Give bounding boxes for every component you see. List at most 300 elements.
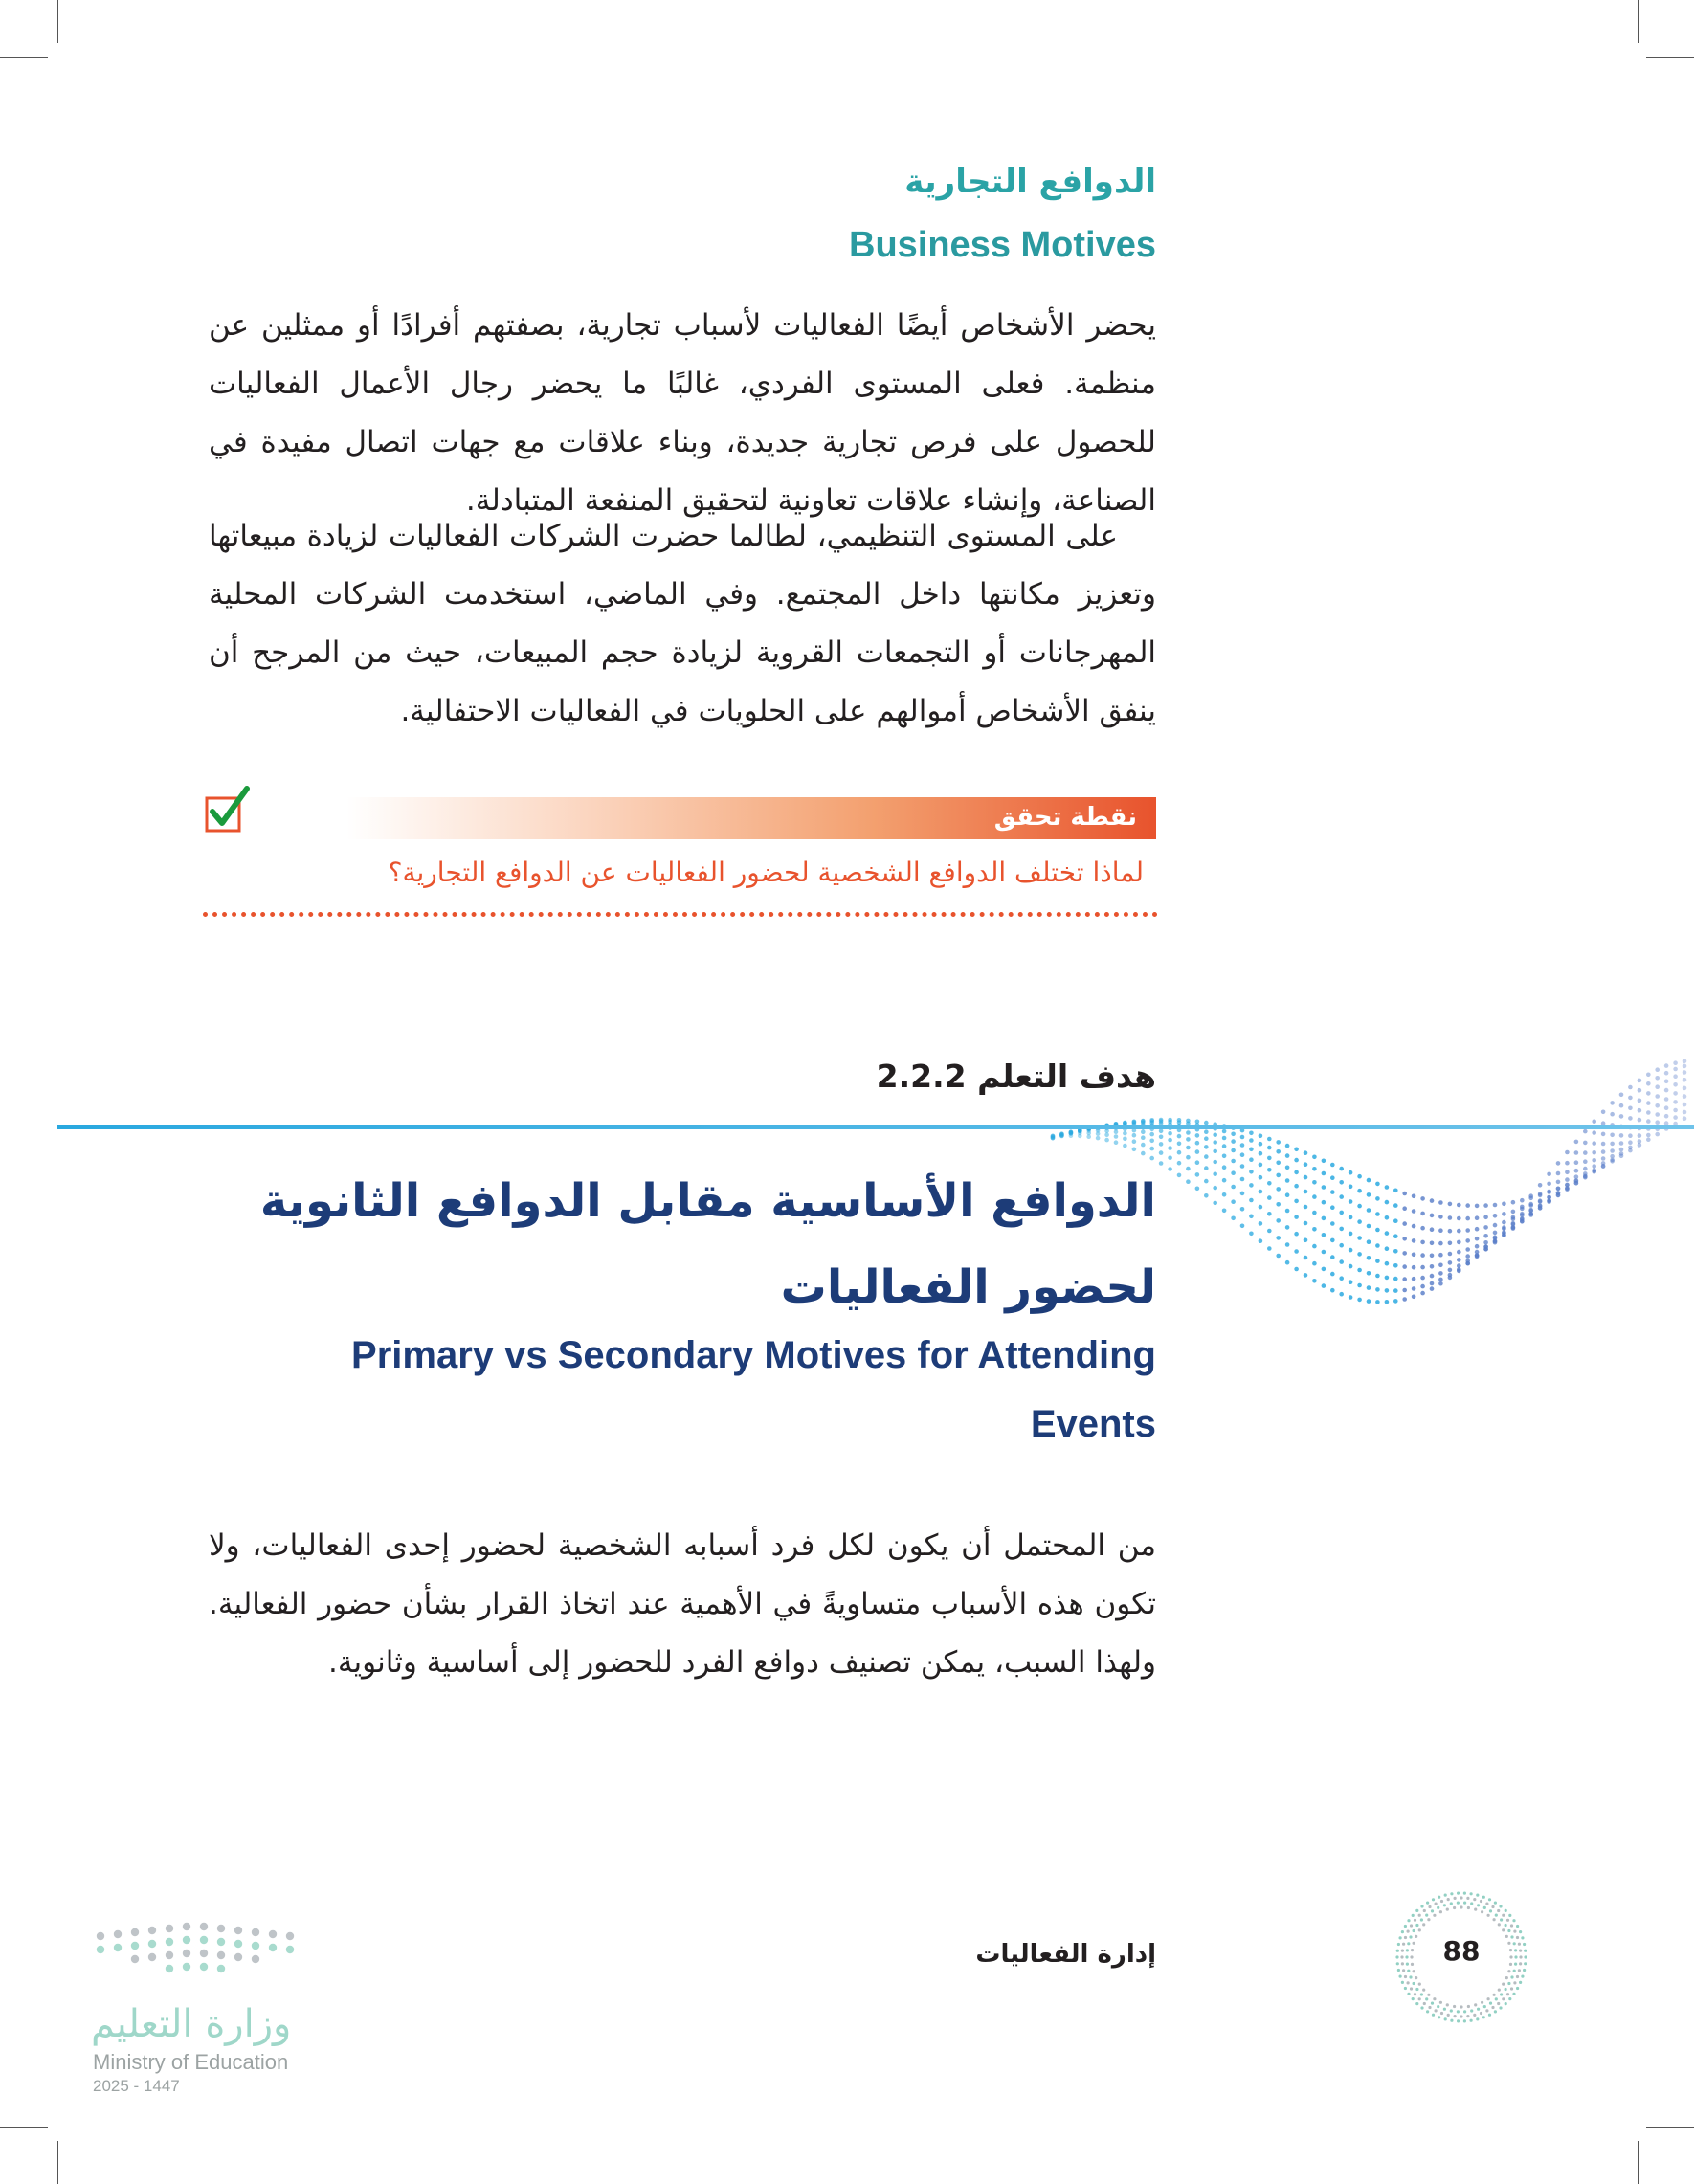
decoration-dot — [1294, 1170, 1299, 1175]
decoration-dot — [1502, 1983, 1505, 1986]
decoration-dot — [1222, 1192, 1227, 1197]
decoration-dot — [1186, 1137, 1191, 1142]
decoration-dot — [1123, 1131, 1127, 1136]
decoration-dot — [234, 1940, 242, 1948]
decoration-dot — [1683, 1110, 1687, 1115]
decoration-dot — [1159, 1129, 1164, 1134]
decoration-dot — [1414, 1919, 1416, 1922]
crop-mark — [1646, 57, 1694, 58]
decoration-dot — [1367, 1178, 1371, 1183]
decoration-dot — [1204, 1179, 1209, 1184]
decoration-dot — [1412, 1224, 1416, 1229]
decoration-dot — [1433, 1997, 1436, 2000]
decoration-dot — [252, 1942, 259, 1950]
decoration-dot — [1457, 1240, 1461, 1245]
decoration-dot — [1249, 1157, 1254, 1162]
decoration-dot — [1450, 2009, 1453, 2012]
decoration-dot — [1502, 1230, 1506, 1235]
decoration-dot — [1513, 1930, 1516, 1933]
decoration-dot — [148, 1953, 156, 1961]
decoration-dot — [1222, 1154, 1227, 1159]
decoration-dot — [1204, 1166, 1209, 1170]
paragraph-business-organizational: على المستوى التنظيمي، لطالما حضرت الشركات الفعاليات لزيادة مبيعاتها وتعزيز مكانتها داخل المجتمع. وفي الماضي، استخدمت الشركات المحلية المهرجانات أو التجمعات القروية لزيادة حجم المبيعات، حيث من المرجح أن ينفق الأشخاص أموالهم على الحلويات في الفعاليات الاحتفالية. — [209, 519, 1156, 728]
decoration-dot — [1491, 1905, 1494, 1908]
decoration-dot — [1231, 1148, 1236, 1153]
decoration-dot — [1426, 1902, 1429, 1905]
decoration-dot — [1304, 1256, 1308, 1260]
decoration-dot — [1249, 1170, 1254, 1174]
decoration-dot — [1259, 1163, 1263, 1168]
decoration-dot — [1448, 1268, 1453, 1273]
decoration-dot — [1415, 1976, 1417, 1979]
decoration-dot — [1418, 1983, 1421, 1986]
decoration-dot — [1574, 1179, 1579, 1184]
decoration-dot — [1655, 1076, 1660, 1081]
decoration-dot — [1132, 1139, 1137, 1144]
decoration-dot — [1385, 1261, 1390, 1266]
decoration-dot — [1610, 1112, 1615, 1117]
decoration-dot — [1276, 1187, 1281, 1192]
decoration-dot — [1431, 2002, 1434, 2005]
decoration-dot — [1460, 2015, 1462, 2017]
decoration-dot — [1294, 1249, 1299, 1254]
decoration-dot — [1520, 1205, 1525, 1210]
decoration-dot — [1177, 1150, 1182, 1155]
decoration-dot — [1413, 1929, 1415, 1932]
decoration-dot — [1493, 1918, 1496, 1921]
decoration-dot — [1339, 1167, 1344, 1171]
decoration-dot — [1516, 1987, 1519, 1990]
decoration-dot — [1601, 1149, 1606, 1154]
decoration-dot — [1673, 1060, 1678, 1065]
decoration-dot — [1420, 1226, 1425, 1231]
section-title-english: Business Motives — [849, 225, 1156, 265]
decoration-dot — [1683, 1059, 1687, 1064]
decoration-dot — [1476, 1894, 1479, 1897]
decoration-dot — [1583, 1171, 1588, 1176]
decoration-dot — [1505, 1909, 1507, 1912]
decoration-dot — [1673, 1074, 1678, 1079]
decoration-dot — [1285, 1153, 1290, 1158]
decoration-dot — [1304, 1150, 1308, 1155]
decoration-dot — [1407, 1970, 1410, 1972]
decoration-dot — [1435, 1903, 1438, 1905]
decoration-dot — [1638, 1133, 1642, 1138]
objective-heading-english — [103, 1321, 1156, 1459]
decoration-dot — [1520, 1212, 1525, 1216]
decoration-dot — [1367, 1224, 1371, 1229]
decoration-dot — [1565, 1161, 1570, 1166]
decoration-dot — [1556, 1180, 1561, 1185]
decoration-dot — [1502, 1997, 1505, 2000]
decoration-dot — [1407, 1981, 1410, 1984]
decoration-dot — [1628, 1106, 1633, 1111]
decoration-dot — [1673, 1091, 1678, 1096]
decoration-dot — [1195, 1149, 1200, 1154]
decoration-dot — [1231, 1132, 1236, 1137]
decoration-dot — [1312, 1180, 1317, 1185]
decoration-dot — [1349, 1280, 1353, 1284]
decoration-dot — [1438, 1896, 1440, 1899]
decoration-dot — [1267, 1212, 1272, 1216]
decoration-dot — [1322, 1233, 1326, 1237]
decoration-dot — [1457, 1216, 1461, 1221]
decoration-dot — [1646, 1081, 1651, 1086]
decoration-dot — [1159, 1161, 1164, 1166]
decoration-dot — [1493, 1214, 1498, 1218]
checkpoint-label: نقطة تحقق — [993, 803, 1137, 832]
decoration-dot — [1466, 2015, 1469, 2017]
decoration-dot — [1213, 1140, 1217, 1145]
decoration-dot — [1240, 1207, 1245, 1212]
decoration-dot — [1610, 1154, 1615, 1159]
decoration-dot — [1177, 1142, 1182, 1147]
decoration-dot — [1500, 1993, 1503, 1995]
decoration-dot — [1439, 2001, 1442, 2004]
decoration-dot — [1547, 1190, 1551, 1194]
decoration-dot — [1425, 1914, 1428, 1917]
decoration-dot — [1276, 1140, 1281, 1145]
decoration-dot — [1619, 1141, 1624, 1146]
decoration-dot — [1683, 1064, 1687, 1069]
decoration-dot — [1516, 1925, 1519, 1928]
decoration-dot — [1601, 1110, 1606, 1115]
decoration-dot — [200, 1950, 208, 1957]
decoration-dot — [1418, 1928, 1421, 1931]
decoration-dot — [1430, 1264, 1435, 1269]
decoration-dot — [1513, 1981, 1516, 1984]
decoration-dot — [1638, 1079, 1642, 1083]
decoration-dot — [1494, 1902, 1497, 1905]
decoration-dot — [1249, 1215, 1254, 1219]
decoration-dot — [114, 1930, 122, 1938]
decoration-dot — [1655, 1094, 1660, 1099]
decoration-dot — [1339, 1243, 1344, 1248]
crop-mark — [0, 2127, 48, 2128]
decoration-dot — [1502, 1928, 1505, 1931]
decoration-dot — [1330, 1175, 1335, 1180]
book-title: إدارة الفعاليات — [975, 1940, 1156, 1969]
decoration-dot — [1231, 1199, 1236, 1204]
decoration-dot — [1104, 1128, 1109, 1133]
decoration-dot — [1448, 1260, 1453, 1265]
decoration-dot — [1168, 1138, 1172, 1143]
decoration-dot — [1404, 1987, 1407, 1990]
decoration-dot — [1412, 1253, 1416, 1258]
decoration-dot — [1149, 1132, 1154, 1137]
decoration-dot — [1132, 1133, 1137, 1138]
decoration-dot — [1304, 1175, 1308, 1180]
decoration-dot — [1457, 1250, 1461, 1255]
decoration-dot — [1322, 1216, 1326, 1221]
page-number: 88 — [1442, 1935, 1481, 1967]
decoration-dot — [1407, 1930, 1410, 1933]
decoration-dot — [1438, 1271, 1443, 1276]
decoration-dot — [1114, 1140, 1119, 1145]
decoration-dot — [1683, 1070, 1687, 1075]
decoration-dot — [97, 1932, 104, 1940]
decoration-dot — [1415, 1924, 1418, 1927]
decoration-dot — [1204, 1145, 1209, 1149]
decoration-dot — [1285, 1166, 1290, 1170]
decoration-dot — [1538, 1203, 1543, 1208]
decoration-dot — [1375, 1243, 1380, 1248]
decoration-dot — [1304, 1205, 1308, 1210]
crop-mark — [1638, 2141, 1639, 2184]
decoration-dot — [1114, 1134, 1119, 1139]
decoration-dot — [1367, 1239, 1371, 1244]
decoration-dot — [1357, 1219, 1362, 1224]
decoration-dot — [1446, 2003, 1449, 2006]
decoration-dot — [1457, 1269, 1461, 1274]
decoration-dot — [1457, 1892, 1460, 1895]
decoration-dot — [1437, 1906, 1439, 1909]
ministry-name-arabic: وزارة التعليم — [91, 2002, 292, 2046]
decoration-dot — [1285, 1260, 1290, 1265]
decoration-dot — [183, 1936, 190, 1944]
decoration-dot — [1322, 1250, 1326, 1255]
decoration-dot — [1463, 1902, 1466, 1905]
decoration-dot — [1375, 1212, 1380, 1216]
decoration-dot — [1638, 1099, 1642, 1103]
decoration-dot — [1349, 1232, 1353, 1237]
decoration-dot — [1470, 1902, 1473, 1905]
decoration-dot — [1385, 1185, 1390, 1190]
decoration-dot — [1583, 1167, 1588, 1171]
decoration-dot — [1357, 1283, 1362, 1288]
decoration-dot — [1483, 1906, 1486, 1909]
decoration-dot — [1385, 1246, 1390, 1251]
heading-ar-line-1: الدوافع الأساسية مقابل الدوافع الثانوية — [259, 1174, 1156, 1228]
decoration-dot — [1440, 1900, 1443, 1903]
check-box-icon — [203, 785, 253, 835]
decoration-dot — [1349, 1248, 1353, 1253]
decoration-dot — [131, 1928, 139, 1936]
decoration-dot — [1240, 1143, 1245, 1148]
decoration-dot — [1480, 1900, 1482, 1903]
decoration-dot — [1488, 2014, 1491, 2017]
decoration-dot — [1222, 1144, 1227, 1148]
decoration-dot — [1304, 1273, 1308, 1278]
decoration-dot — [1438, 2016, 1440, 2018]
decoration-dot — [1213, 1171, 1217, 1176]
decoration-dot — [1412, 1265, 1416, 1270]
decoration-dot — [1114, 1129, 1119, 1134]
decoration-dot — [1505, 1924, 1507, 1927]
decoration-dot — [1339, 1292, 1344, 1297]
decoration-dot — [1375, 1196, 1380, 1201]
decoration-dot — [1500, 1918, 1503, 1921]
decoration-dot — [1402, 1251, 1407, 1256]
decoration-dot — [1339, 1276, 1344, 1281]
decoration-dot — [1430, 1214, 1435, 1218]
decoration-dot — [1104, 1132, 1109, 1137]
decoration-dot — [1402, 1206, 1407, 1211]
decoration-dot — [1447, 2014, 1450, 2017]
decoration-dot — [1430, 1241, 1435, 1246]
decoration-dot — [1610, 1148, 1615, 1153]
decoration-dot — [1393, 1249, 1398, 1254]
decoration-dot — [1367, 1256, 1371, 1260]
decoration-dot — [1512, 1919, 1515, 1922]
decoration-dot — [1430, 1274, 1435, 1279]
decoration-dot — [286, 1946, 294, 1953]
decoration-dot — [1482, 1896, 1485, 1899]
decoration-dot — [1294, 1232, 1299, 1237]
decoration-dot — [1096, 1136, 1101, 1141]
decoration-dot — [1457, 1203, 1461, 1208]
decoration-dot — [1413, 1970, 1415, 1972]
decoration-dot — [1491, 2006, 1494, 2009]
decoration-dot — [1475, 1244, 1480, 1249]
decoration-dot — [1375, 1182, 1380, 1187]
decoration-dot — [1511, 1210, 1516, 1215]
decoration-dot — [1438, 1253, 1443, 1258]
decoration-dot — [234, 1953, 242, 1961]
decoration-dot — [252, 1955, 259, 1963]
decoration-dot — [1294, 1184, 1299, 1189]
decoration-dot — [1240, 1164, 1245, 1169]
decoration-dot — [1646, 1119, 1651, 1124]
decoration-dot — [1186, 1130, 1191, 1135]
decoration-dot — [1506, 1993, 1509, 1995]
decoration-dot — [1069, 1133, 1074, 1138]
decoration-dot — [1480, 2012, 1482, 2015]
decoration-dot — [1465, 1238, 1470, 1243]
decoration-dot — [1213, 1160, 1217, 1165]
decoration-dot — [1444, 1894, 1447, 1897]
decoration-dot — [1375, 1300, 1380, 1304]
crop-mark — [1646, 2127, 1694, 2128]
decoration-dot — [1159, 1135, 1164, 1140]
decoration-dot — [1186, 1179, 1191, 1184]
decoration-dot — [1460, 1896, 1462, 1899]
decoration-dot — [1195, 1133, 1200, 1138]
decoration-dot — [1420, 1253, 1425, 1258]
decoration-dot — [1673, 1067, 1678, 1072]
decoration-dot — [1619, 1148, 1624, 1152]
decoration-dot — [1222, 1178, 1227, 1183]
decoration-dot — [1276, 1236, 1281, 1240]
decoration-dot — [1322, 1171, 1326, 1176]
decoration-dot — [1574, 1160, 1579, 1165]
decoration-dot — [1339, 1259, 1344, 1264]
decoration-dot — [1483, 1215, 1488, 1220]
decoration-dot — [1502, 1212, 1506, 1216]
decoration-dot — [1393, 1299, 1398, 1304]
decoration-dot — [1519, 1981, 1522, 1984]
decoration-dot — [1481, 1910, 1483, 1913]
decoration-dot — [1422, 1923, 1425, 1926]
decoration-dot — [1438, 1228, 1443, 1233]
decoration-dot — [1357, 1268, 1362, 1273]
decoration-dot — [1420, 1993, 1423, 1995]
decoration-dot — [148, 1940, 156, 1948]
decoration-dot — [1339, 1211, 1344, 1215]
objective-heading-arabic — [103, 1158, 1156, 1330]
decoration-dot — [1592, 1130, 1596, 1135]
decoration-dot — [1440, 2012, 1443, 2015]
decoration-dot — [1397, 1969, 1400, 1972]
decoration-dot — [1507, 1982, 1510, 1985]
decoration-dot — [1312, 1279, 1317, 1283]
decoration-dot — [1628, 1096, 1633, 1101]
decoration-dot — [1438, 1263, 1443, 1268]
decoration-dot — [1259, 1175, 1263, 1180]
decoration-dot — [1195, 1172, 1200, 1177]
decoration-dot — [1357, 1252, 1362, 1257]
decoration-dot — [1367, 1285, 1371, 1290]
crop-mark — [57, 2141, 58, 2184]
decoration-dot — [131, 1955, 139, 1963]
decoration-dot — [1655, 1103, 1660, 1108]
decoration-dot — [1393, 1189, 1398, 1193]
ministry-name-english: Ministry of Education — [93, 2050, 289, 2074]
decoration-dot — [1592, 1141, 1596, 1146]
decoration-dot — [1592, 1119, 1596, 1124]
decoration-dot — [1447, 1898, 1450, 1901]
decoration-dot — [1485, 2009, 1488, 2012]
decoration-dot — [1349, 1170, 1353, 1175]
decoration-dot — [1465, 1216, 1470, 1221]
decoration-dot — [1477, 2008, 1480, 2011]
decoration-dot — [1460, 2005, 1462, 2008]
decoration-dot — [1510, 1987, 1513, 1990]
decoration-dot — [1655, 1067, 1660, 1072]
decoration-dot — [1538, 1192, 1543, 1196]
decoration-dot — [1481, 2001, 1483, 2004]
decoration-dot — [1498, 1923, 1501, 1926]
decoration-dot — [1460, 1905, 1462, 1908]
decoration-dot — [1375, 1259, 1380, 1263]
ministry-logo-icon — [91, 1914, 311, 2000]
decoration-dot — [1528, 1202, 1533, 1207]
decoration-dot — [1493, 1236, 1498, 1240]
decoration-dot — [1483, 1225, 1488, 1230]
objective-divider — [57, 1125, 1694, 1129]
decoration-dot — [1448, 1202, 1453, 1207]
decoration-dot — [200, 1923, 208, 1930]
decoration-dot — [1638, 1088, 1642, 1093]
decoration-dot — [200, 1936, 208, 1944]
decoration-dot — [1231, 1159, 1236, 1164]
decoration-dot — [1249, 1131, 1254, 1136]
decoration-dot — [1186, 1155, 1191, 1160]
decoration-dot — [1132, 1148, 1137, 1152]
decoration-dot — [1423, 2002, 1426, 2005]
decoration-dot — [1420, 1905, 1423, 1907]
decoration-dot — [1592, 1158, 1596, 1163]
decoration-dot — [1489, 1909, 1492, 1912]
decoration-dot — [1438, 1281, 1443, 1286]
decoration-dot — [1646, 1091, 1651, 1096]
decoration-dot — [1513, 1970, 1516, 1972]
decoration-dot — [1565, 1150, 1570, 1155]
decoration-dot — [217, 1951, 225, 1959]
decoration-dot — [1123, 1144, 1127, 1148]
decoration-dot — [1330, 1272, 1335, 1277]
decoration-dot — [1425, 1997, 1428, 2000]
decoration-dot — [1401, 1981, 1404, 1984]
decoration-dot — [1222, 1165, 1227, 1170]
decoration-dot — [1393, 1234, 1398, 1238]
decoration-dot — [1195, 1141, 1200, 1146]
decoration-dot — [1502, 1914, 1505, 1917]
decoration-dot — [1204, 1136, 1209, 1141]
decoration-dot — [1438, 1278, 1443, 1282]
decoration-dot — [1410, 1924, 1413, 1927]
decoration-dot — [1646, 1110, 1651, 1115]
